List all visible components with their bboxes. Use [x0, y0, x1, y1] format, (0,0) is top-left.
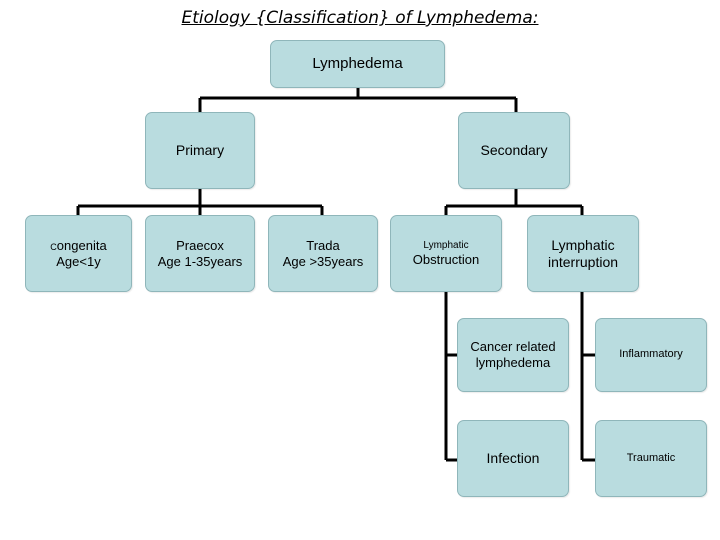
node-cancer-related-line2: lymphedema [475, 355, 551, 370]
node-infection-label: Infection [486, 450, 540, 467]
node-cancer-related-line1: Cancer related [470, 339, 556, 355]
node-congenita-line2: Age<1y [56, 253, 101, 269]
node-congenita-rest: ongenita [56, 237, 107, 253]
node-trada [268, 215, 378, 292]
node-secondary [458, 112, 570, 189]
node-primary [145, 112, 255, 189]
node-praecox [145, 215, 255, 292]
node-lymphedema-label: Lymphedema [312, 55, 403, 72]
node-primary-label: Primary [175, 142, 225, 159]
node-secondary-label: Secondary [480, 142, 548, 159]
node-congenita-line1 [50, 238, 106, 254]
node-praecox-line2: Age 1-35years [157, 253, 243, 269]
diagram-title: Etiology {Classification} of Lymphedema: [181, 8, 539, 28]
node-inflammatory-label: Inflammatory [619, 348, 683, 361]
node-infection [457, 420, 569, 497]
node-lymphatic-interruption [527, 215, 639, 292]
node-lymphatic-obstruction-line1: Lymphatic [423, 239, 469, 251]
node-lymphatic-obstruction-line2: Obstruction [412, 251, 480, 267]
node-traumatic [595, 420, 707, 497]
node-praecox-line1: Praecox [176, 237, 224, 253]
node-lymphatic-interruption-line2: interruption [547, 253, 619, 270]
node-traumatic-label: Traumatic [626, 451, 676, 464]
node-lymphatic-interruption-line1: Lymphatic [551, 236, 615, 253]
node-congenita-lead: C [50, 241, 57, 252]
node-trada-line2: Age >35years [282, 253, 364, 269]
node-congenita [25, 215, 132, 292]
node-lymphedema [270, 40, 445, 88]
node-trada-line1: Trada [306, 237, 340, 253]
node-cancer-related [457, 318, 569, 392]
node-lymphatic-obstruction [390, 215, 502, 292]
node-inflammatory [595, 318, 707, 392]
